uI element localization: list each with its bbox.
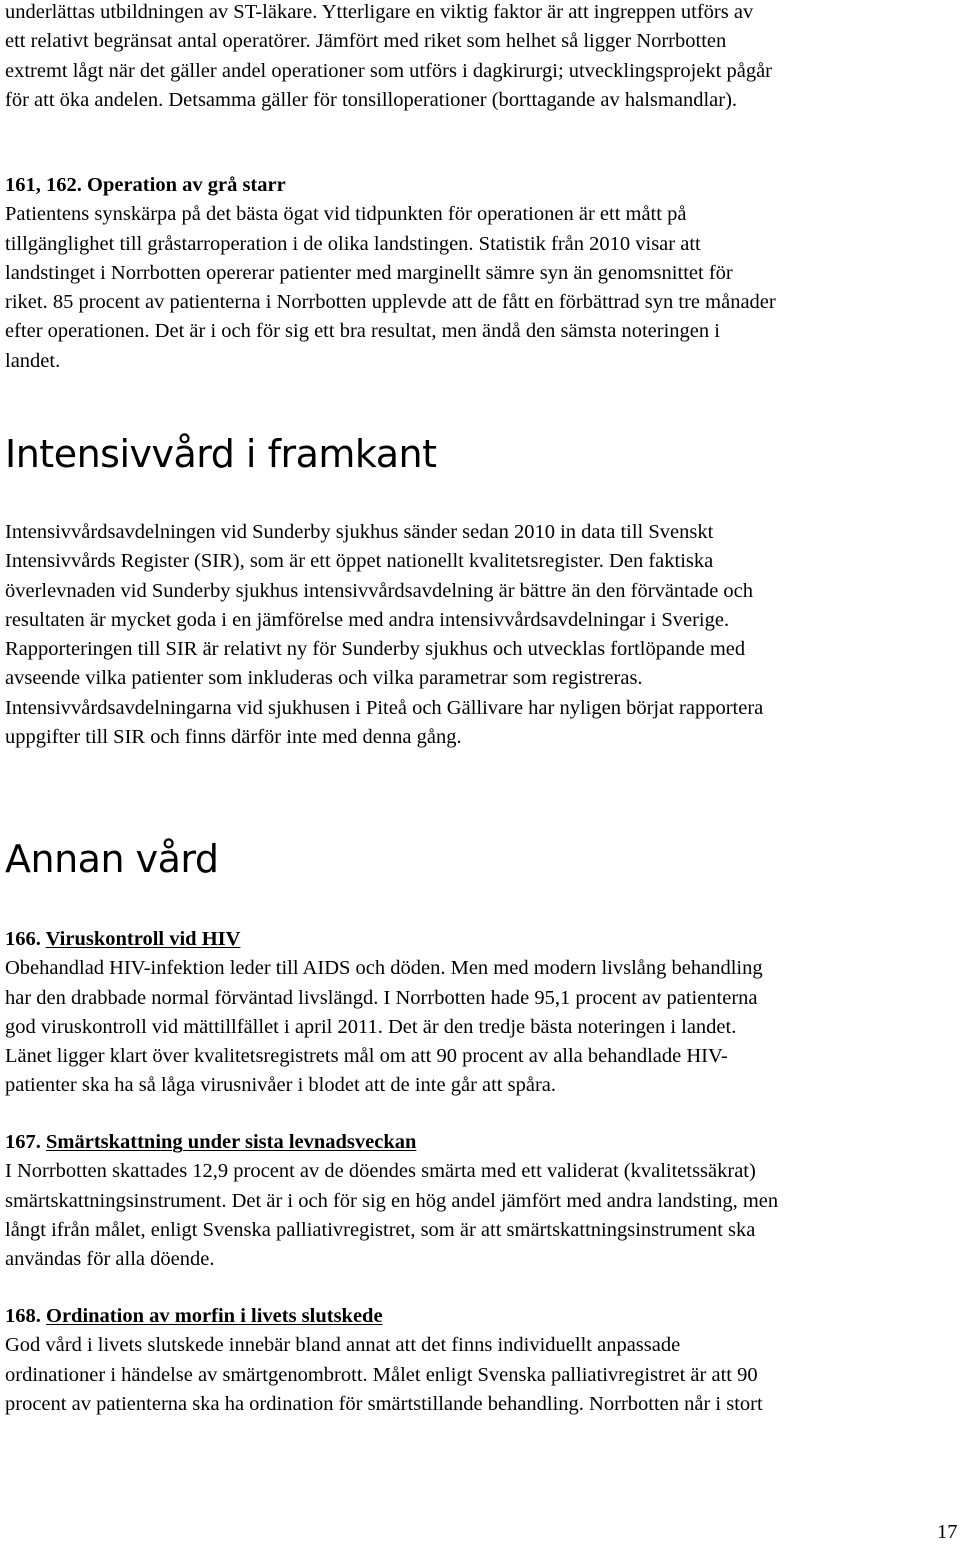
section-heading [5, 925, 950, 954]
section-heading: 161, 162. Operation av grå starr [5, 174, 286, 196]
text-line: resultaten är mycket goda i en jämförelse med andra intensivvårdsavdelningar i Sverige. [5, 608, 730, 631]
text-line: patienter ska ha så låga virusnivåer i blodet att de inte går att spåra. [5, 1074, 557, 1097]
section-heading [5, 1128, 950, 1157]
text-line: underlättas utbildningen av ST-läkare. Ytterligare en viktig faktor är att ingreppen utförs av [5, 1, 754, 23]
section-heading [5, 1302, 950, 1331]
text-line: I Norrbotten skattades 12,9 procent av de döendes smärta med ett validerat (kvalitetssäkrat) [5, 1160, 756, 1183]
morphine-section [5, 1302, 950, 1419]
pain-assessment-section [5, 1128, 950, 1274]
text-line: procent av patienterna ska ha ordination för smärtstillande behandling. Norrbotten når i stort [5, 1392, 763, 1415]
section-title-intensive-care: Intensivvård i framkant [5, 432, 437, 476]
text-line: för att öka andelen. Detsamma gäller för tonsilloperationer (borttagande av halsmandlar). [5, 88, 738, 111]
text-line: avseende vilka patienter som inkluderas och vilka parametrar som registreras. [5, 667, 643, 690]
text-line: god viruskontroll vid mättillfället i april 2011. Det är den tredje bästa noteringen i landet. [5, 1015, 737, 1038]
section-number: 168. [5, 1305, 41, 1327]
text-line: Länet ligger klart över kvalitetsregistrets mål om att 90 procent av alla behandlade HIV- [5, 1045, 728, 1068]
text-line: ordinationer i händelse av smärtgenombrott. Målet enligt Svenska palliativregistret är att 90 [5, 1363, 758, 1386]
text-line: långt ifrån målet, enligt Svenska palliativregistret, som är att smärtskattningsinstrument ska [5, 1218, 756, 1241]
text-line: tillgänglighet till gråstarroperation i de olika landstingen. Statistik från 2010 visar att [5, 232, 701, 255]
hiv-section [5, 925, 950, 1101]
text-line: God vård i livets slutskede innebär bland annat att det finns individuellt anpassade [5, 1334, 681, 1357]
text-line: Intensivvårdsavdelningarna vid sjukhusen i Piteå och Gällivare har nyligen börjat rapportera [5, 696, 764, 719]
text-line: smärtskattningsinstrument. Det är i och för sig en hög andel jämfört med andra landsting, men [5, 1189, 779, 1212]
operation-section [5, 171, 950, 376]
text-line: efter operationen. Det är i och för sig ett bra resultat, men ändå den sämsta noteringen i [5, 320, 720, 343]
text-line: Obehandlad HIV-infektion leder till AIDS och döden. Men med modern livslång behandling [5, 957, 763, 980]
section-heading-text: Ordination av morfin i livets slutskede [46, 1305, 383, 1327]
section-number: 166. [5, 928, 41, 950]
page-number: 17 [937, 1521, 958, 1543]
text-line: Rapporteringen till SIR är relativt ny för Sunderby sjukhus och utvecklas fortlöpande med [5, 638, 746, 661]
section-heading-text: Viruskontroll vid HIV [45, 928, 241, 950]
text-line: Patientens synskärpa på det bästa ögat vid tidpunkten för operationen är ett mått på [5, 203, 687, 226]
text-line: Intensivvårds Register (SIR), som är ett öppet nationellt kvalitetsregister. Den faktiska [5, 550, 714, 573]
text-line: extremt lågt när det gäller andel operationer som utförs i dagkirurgi; utvecklingsprojekt pågår [5, 59, 772, 82]
text-line: har den drabbade normal förväntad livslängd. I Norrbotten hade 95,1 procent av patienterna [5, 986, 758, 1009]
intensive-care-paragraph [5, 518, 950, 752]
text-line: ett relativt begränsat antal operatörer. Jämfört med riket som helhet så ligger Norrbotten [5, 30, 727, 53]
intro-paragraph [5, 0, 950, 115]
section-title-other-care: Annan vård [5, 837, 219, 881]
text-line: riket. 85 procent av patienterna i Norrbotten upplevde att de fått en förbättrad syn tre månader [5, 291, 776, 314]
text-line: landstinget i Norrbotten opererar patienter med marginellt sämre syn än genomsnittet för [5, 261, 733, 284]
text-line: landet. [5, 349, 61, 372]
text-line: användas för alla döende. [5, 1248, 215, 1271]
text-line: Intensivvårdsavdelningen vid Sunderby sjukhus sänder sedan 2010 in data till Svenskt [5, 521, 714, 543]
section-number: 167. [5, 1131, 41, 1153]
section-heading-text: Smärtskattning under sista levnadsveckan [46, 1131, 417, 1153]
text-line: överlevnaden vid Sunderby sjukhus intensivvårdsavdelning är bättre än den förväntade och [5, 579, 754, 602]
text-line: uppgifter till SIR och finns därför inte med denna gång. [5, 726, 462, 749]
